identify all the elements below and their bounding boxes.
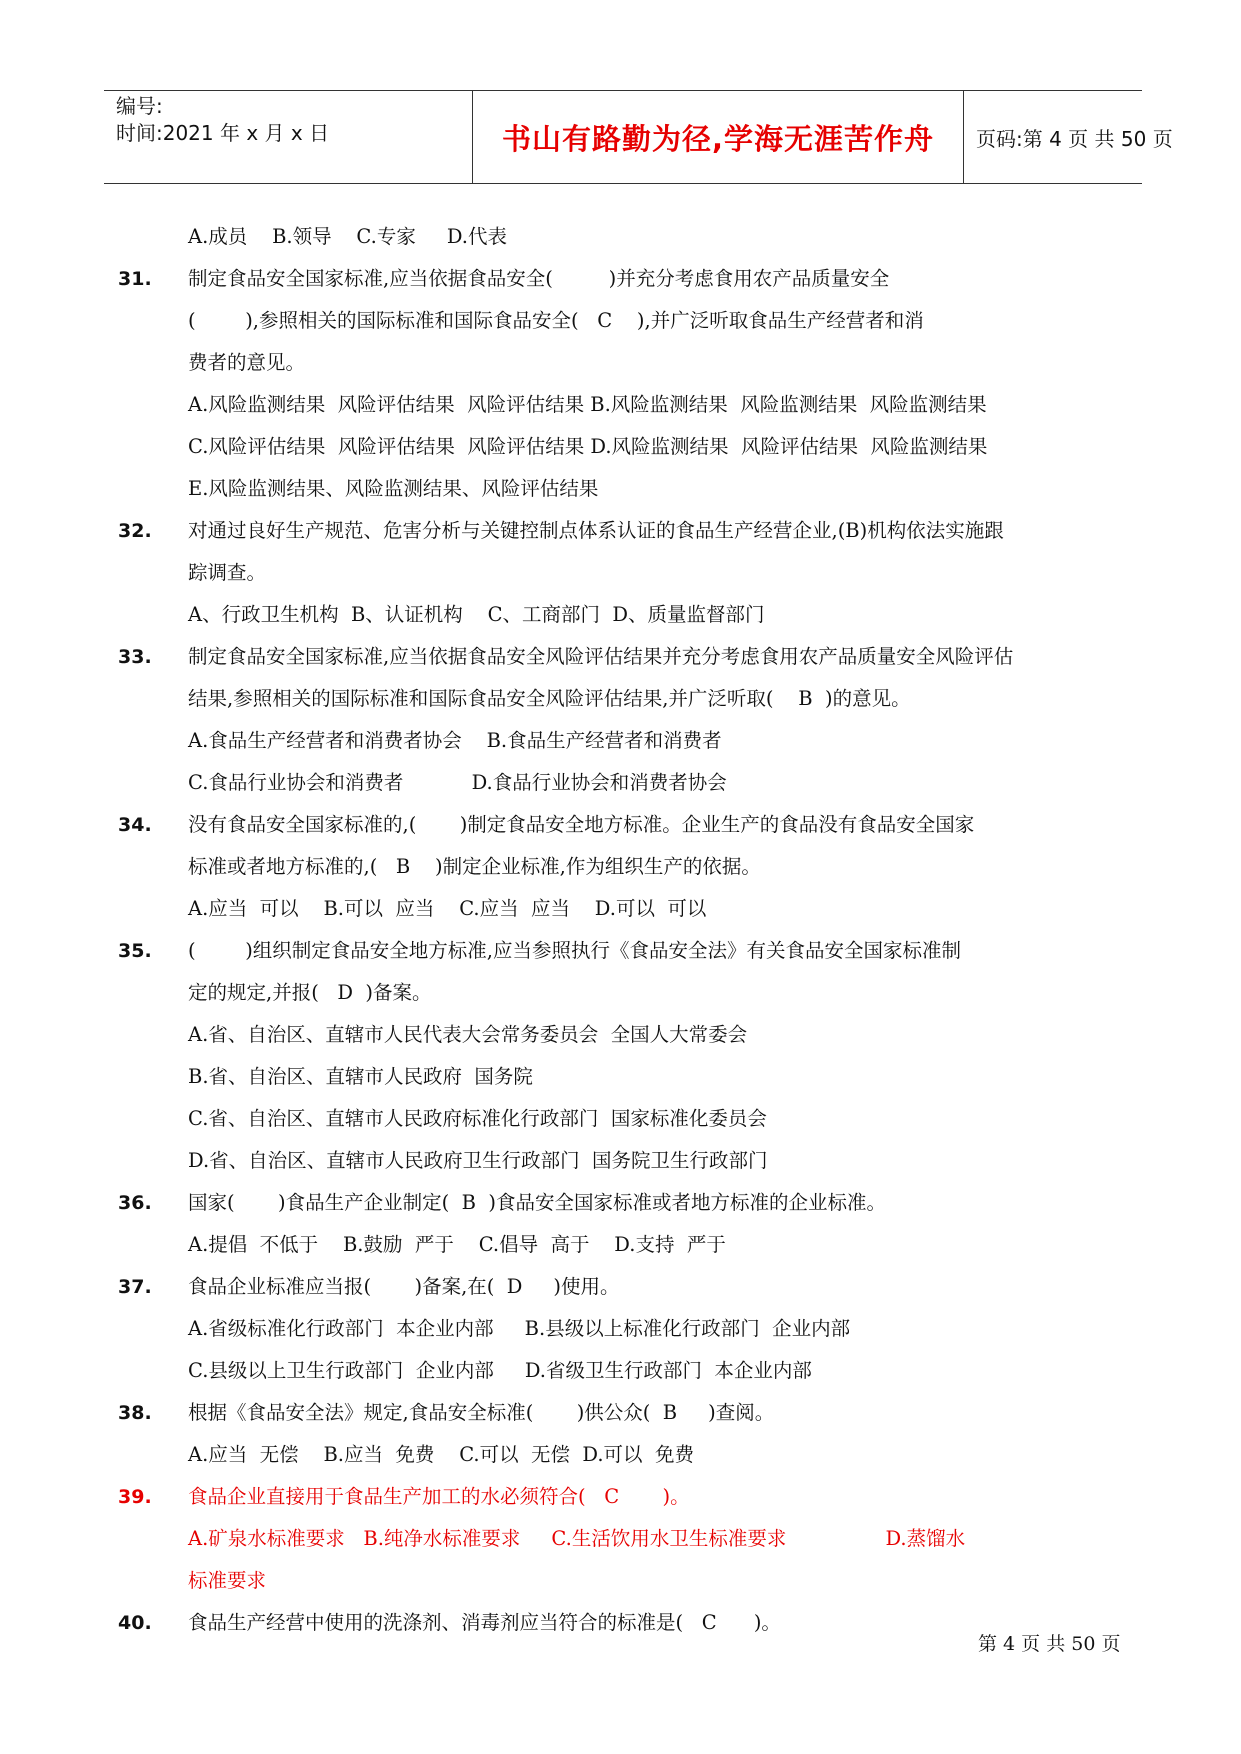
text-line xyxy=(118,594,1128,636)
text-line xyxy=(118,1224,1128,1266)
question-number: 31. xyxy=(118,268,152,290)
line-text: ( ),参照相关的国际标准和国际食品安全( C ),并广泛听取食品生产经营者和消 xyxy=(188,309,924,332)
question-number: 36. xyxy=(118,1192,152,1214)
line-text: 定的规定,并报( D )备案。 xyxy=(188,981,432,1004)
line-text: E.风险监测结果、风险监测结果、风险评估结果 xyxy=(188,477,599,500)
question-body xyxy=(118,216,1128,1644)
text-line xyxy=(118,1266,1128,1308)
page-footer: 第 4 页 共 50 页 xyxy=(978,1633,1121,1655)
text-line xyxy=(118,1182,1128,1224)
text-line xyxy=(118,552,1128,594)
text-line xyxy=(118,1434,1128,1476)
text-line xyxy=(118,930,1128,972)
line-text: 根据《食品安全法》规定,食品安全标准( )供公众( B )查阅。 xyxy=(188,1401,775,1424)
line-text: A.风险监测结果 风险评估结果 风险评估结果 B.风险监测结果 风险监测结果 风险监测结果 xyxy=(188,393,987,416)
question-number: 39. xyxy=(118,1486,152,1508)
text-line xyxy=(118,762,1128,804)
question-number: 40. xyxy=(118,1612,152,1634)
text-line xyxy=(118,300,1128,342)
line-text: 食品企业直接用于食品生产加工的水必须符合( C )。 xyxy=(188,1485,690,1508)
line-text: 标准或者地方标准的,( B )制定企业标准,作为组织生产的依据。 xyxy=(188,855,761,878)
text-line xyxy=(118,972,1128,1014)
text-line xyxy=(118,216,1128,258)
header-page-label: 页码:第 4 页 共 50 页 xyxy=(976,126,1173,151)
header-motto: 书山有路勤为径,学海无涯苦作舟 xyxy=(472,91,964,183)
text-line xyxy=(118,1098,1128,1140)
text-line xyxy=(118,1602,1128,1644)
line-text: 食品生产经营中使用的洗涤剂、消毒剂应当符合的标准是( C )。 xyxy=(188,1611,781,1634)
text-line xyxy=(118,426,1128,468)
header-meta xyxy=(116,91,470,183)
question-number: 34. xyxy=(118,814,152,836)
line-text: 踪调查。 xyxy=(188,561,267,584)
line-text: D.省、自治区、直辖市人民政府卫生行政部门 国务院卫生行政部门 xyxy=(188,1149,768,1172)
line-text: A.省级标准化行政部门 本企业内部 B.县级以上标准化行政部门 企业内部 xyxy=(188,1317,851,1340)
text-line xyxy=(118,1308,1128,1350)
line-text: 费者的意见。 xyxy=(188,351,306,374)
text-line xyxy=(118,468,1128,510)
line-text: A.省、自治区、直辖市人民代表大会常务委员会 全国人大常委会 xyxy=(188,1023,748,1046)
text-line xyxy=(118,1476,1128,1518)
text-line xyxy=(118,1350,1128,1392)
line-text: A.应当 无偿 B.应当 免费 C.可以 无偿 D.可以 免费 xyxy=(188,1443,694,1466)
question-number: 37. xyxy=(118,1276,152,1298)
text-line xyxy=(118,342,1128,384)
text-line xyxy=(118,1056,1128,1098)
line-text: 食品企业标准应当报( )备案,在( D )使用。 xyxy=(188,1275,620,1298)
line-text: ( )组织制定食品安全地方标准,应当参照执行《食品安全法》有关食品安全国家标准制 xyxy=(188,939,962,962)
line-text: 国家( )食品生产企业制定( B )食品安全国家标准或者地方标准的企业标准。 xyxy=(188,1191,886,1214)
text-line xyxy=(118,1392,1128,1434)
text-line xyxy=(118,510,1128,552)
line-text: C.风险评估结果 风险评估结果 风险评估结果 D.风险监测结果 风险评估结果 风险监测结果 xyxy=(188,435,988,458)
line-text: 标准要求 xyxy=(188,1569,267,1592)
line-text: A.成员 B.领导 C.专家 D.代表 xyxy=(188,225,507,248)
serial-label: 编号: xyxy=(116,94,163,118)
line-text: 没有食品安全国家标准的,( )制定食品安全地方标准。企业生产的食品没有食品安全国家 xyxy=(188,813,975,836)
text-line xyxy=(118,636,1128,678)
text-line xyxy=(118,846,1128,888)
text-line xyxy=(118,258,1128,300)
question-number: 35. xyxy=(118,940,152,962)
text-line xyxy=(118,1560,1128,1602)
text-line xyxy=(118,720,1128,762)
question-number: 32. xyxy=(118,520,152,542)
line-text: A.应当 可以 B.可以 应当 C.应当 应当 D.可以 可以 xyxy=(188,897,707,920)
line-text: C.省、自治区、直辖市人民政府标准化行政部门 国家标准化委员会 xyxy=(188,1107,767,1130)
text-line xyxy=(118,1518,1128,1560)
line-text: C.县级以上卫生行政部门 企业内部 D.省级卫生行政部门 本企业内部 xyxy=(188,1359,812,1382)
line-text: C.食品行业协会和消费者 D.食品行业协会和消费者协会 xyxy=(188,771,727,794)
question-number: 38. xyxy=(118,1402,152,1424)
line-text: A.矿泉水标准要求 B.纯净水标准要求 C.生活饮用水卫生标准要求 D.蒸馏水 xyxy=(188,1527,966,1550)
text-line xyxy=(118,1014,1128,1056)
text-line xyxy=(118,888,1128,930)
line-text: 结果,参照相关的国际标准和国际食品安全风险评估结果,并广泛听取( B )的意见。 xyxy=(188,687,911,710)
text-line xyxy=(118,384,1128,426)
text-line xyxy=(118,678,1128,720)
line-text: A、行政卫生机构 B、认证机构 C、工商部门 D、质量监督部门 xyxy=(188,603,765,626)
line-text: A.食品生产经营者和消费者协会 B.食品生产经营者和消费者 xyxy=(188,729,722,752)
text-line xyxy=(118,804,1128,846)
line-text: A.提倡 不低于 B.鼓励 严于 C.倡导 高于 D.支持 严于 xyxy=(188,1233,726,1256)
line-text: 制定食品安全国家标准,应当依据食品安全( )并充分考虑食用农产品质量安全 xyxy=(188,267,890,290)
line-text: B.省、自治区、直辖市人民政府 国务院 xyxy=(188,1065,533,1088)
text-line xyxy=(118,1140,1128,1182)
page-header xyxy=(104,90,1173,184)
time-label: 时间:2021 年 x 月 x 日 xyxy=(116,121,330,145)
question-number: 33. xyxy=(118,646,152,668)
line-text: 制定食品安全国家标准,应当依据食品安全风险评估结果并充分考虑食用农产品质量安全风险评估 xyxy=(188,645,1014,668)
line-text: 对通过良好生产规范、危害分析与关键控制点体系认证的食品生产经营企业,(B)机构依法实施跟 xyxy=(188,519,1004,542)
